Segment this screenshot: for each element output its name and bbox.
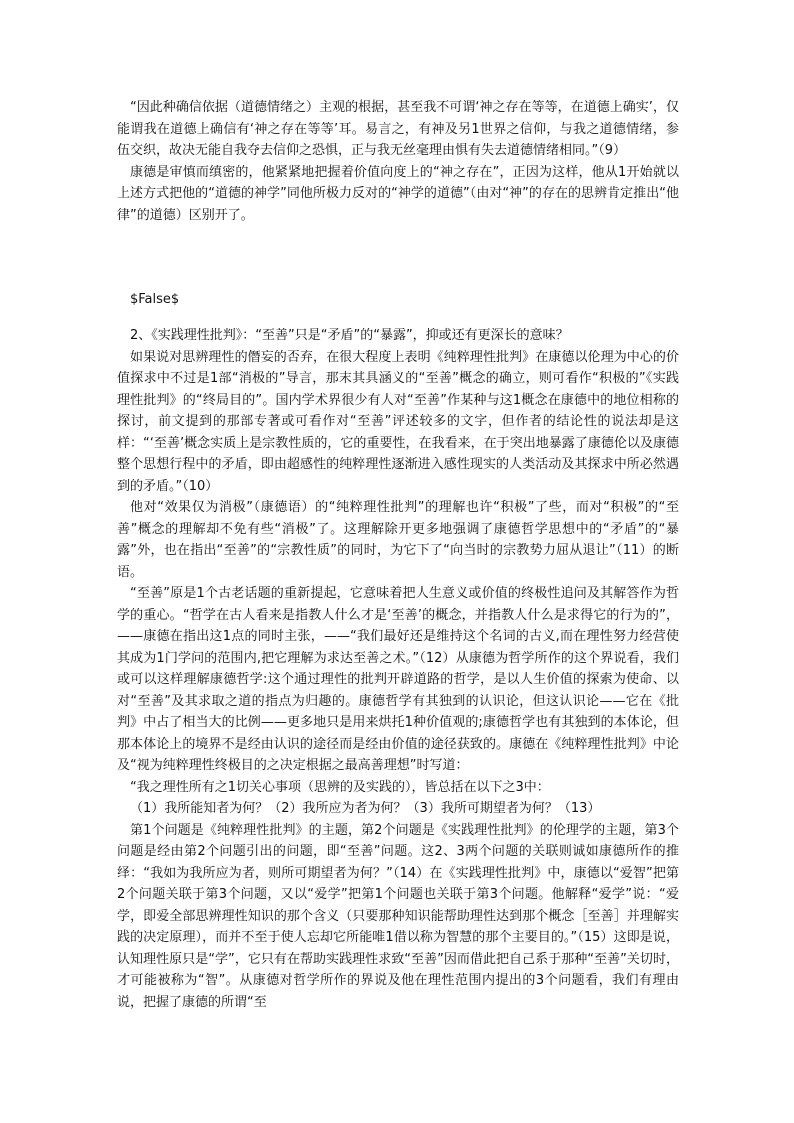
text-block-top [117, 97, 679, 226]
paragraph-body: 他对“效果仅为消极”（康德语）的“纯粹理性批判”的理解也许“积极”了些，而对“积极”的“至善”概念的理解却不免有些“消极”了。这理解除开更多地强调了康德哲学思想中的“矛盾”的“暴露”外，也在指出“至善”的“宗教性质”的同时，为它下了“向当时的宗教势力屈从退让”（11）的断语。 [117, 500, 679, 580]
paragraph-kant-theology: 康德是审慎而缜密的，他紧紧地把握着价值向度上的“神之存在”，正因为这样，他从1开始就以上述方式把他的“道德的神学”同他所极力反对的“神学的道德”（由对“神”的存在的思辨肯定推出“他律”的道德）区别开了。 [117, 164, 679, 223]
section-heading: 2、《实践理性批判》：“至善”只是“矛盾”的“暴露”，抑或还有更深长的意味？ [130, 328, 569, 343]
false-marker: $False$ [130, 292, 180, 307]
text-block-main [117, 325, 679, 1013]
paragraph-body: “至善”原是1个古老话题的重新提起，它意味着把人生意义或价值的终极性追问及其解答作为哲学的重心。“哲学在古人看来是指教人什么才是‘至善’的概念，并指教人什么是求得它的行为的”，——康德在指出这1点的同时主张，——“我们最好还是维持这个名词的古义,而在理性努力经营使其成为1门学问的范围内,把它理解为求达至善之术。”（12）从康德为哲学所作的这个界说看，我们或可以这样理解康德哲学:这个通过理性的批判开辟道路的哲学，是以人生价值的探索为使命、以对“至善”及其求取之道的指点为归趣的。康德哲学有其独到的认识论，但这认识论——它在《批判》中占了相当大的比例——更多地只是用来烘托1种价值观的;康德哲学也有其独到的本体论，但那本体论上的境界不是经由认识的途径而是经由价值的途径获致的。康德在《纯粹理性批判》中论及“视为纯粹理性终极目的之决定根据之最高善理想”时写道： [117, 586, 679, 773]
text-block-marker [117, 289, 679, 311]
paragraph-body: 第1个问题是《纯粹理性批判》的主题，第2个问题是《实践理性批判》的伦理学的主题，第3个问题是经由第2个问题引出的问题，即“至善”问题。这2、3两个问题的关联则诚如康德所作的推绎：“我如为我所应为者，则所可期望者为何？”（14）在《实践理性批判》中，康德以“爱智”把第2个问题关联于第3个问题，又以“爱学”把第1个问题也关联于第3个问题。他解释“爱学”说：“爱学，即爱全部思辨理性知识的那个含义（只要那种知识能帮助理性达到那个概念［至善］并理解实践的决定原理），而并不至于使人忘却它所能唯1借以称为智慧的那个主要目的。”（15）这即是说，认知理性原只是“学”，它只有在帮助实践理性求致“至善”因而借此把自己系于那种“至善”关切时，才可能被称为“智”。从康德对哲学所作的界说及他在理性范围内提出的3个问题看，我们有理由说，把握了康德的所谓“至 [117, 822, 679, 1010]
paragraph-quote: “我之理性所有之1切关心事项（思辨的及实践的），皆总括在以下之3中： [130, 779, 550, 795]
paragraph-questions: （1）我所能知者为何？（2）我所应为者为何？（3）我所可期望者为何？（13） [130, 801, 601, 816]
paragraph-quote-9: “因此种确信依据（道德情绪之）主观的根据，甚至我不可谓‘神之存在等等，在道德上确实’，仅能谓我在道德上确信有‘神之存在等等’耳。易言之，有神及另1世界之信仰，与我之道德情绪，参伍交织，故决无能自我夺去信仰之恐惧，正与我无丝毫理由惧有失去道德情绪相同。”（9） [117, 100, 679, 158]
paragraph-body: 如果说对思辨理性的僭妄的否弃，在很大程度上表明《纯粹理性批判》在康德以伦理为中心的价值探求中不过是1部“消极的”导言，那末其具涵义的“至善”概念的确立，则可看作“积极的”《实践理性批判》的“终局目的”。国内学术界很少有人对“至善”作某种与这1概念在康德中的地位相称的探讨，前文提到的那部专著或可看作对“至善”评述较多的文字，但作者的结论性的说法却是这样：“‘至善’概念实质上是宗教性质的，它的重要性，在我看来，在于突出地暴露了康德伦以及康德整个思想行程中的矛盾，即由超感性的纯粹理性逐渐进入感性现实的人类活动及其探求中所必然遇到的矛盾。”（10） [117, 349, 679, 494]
